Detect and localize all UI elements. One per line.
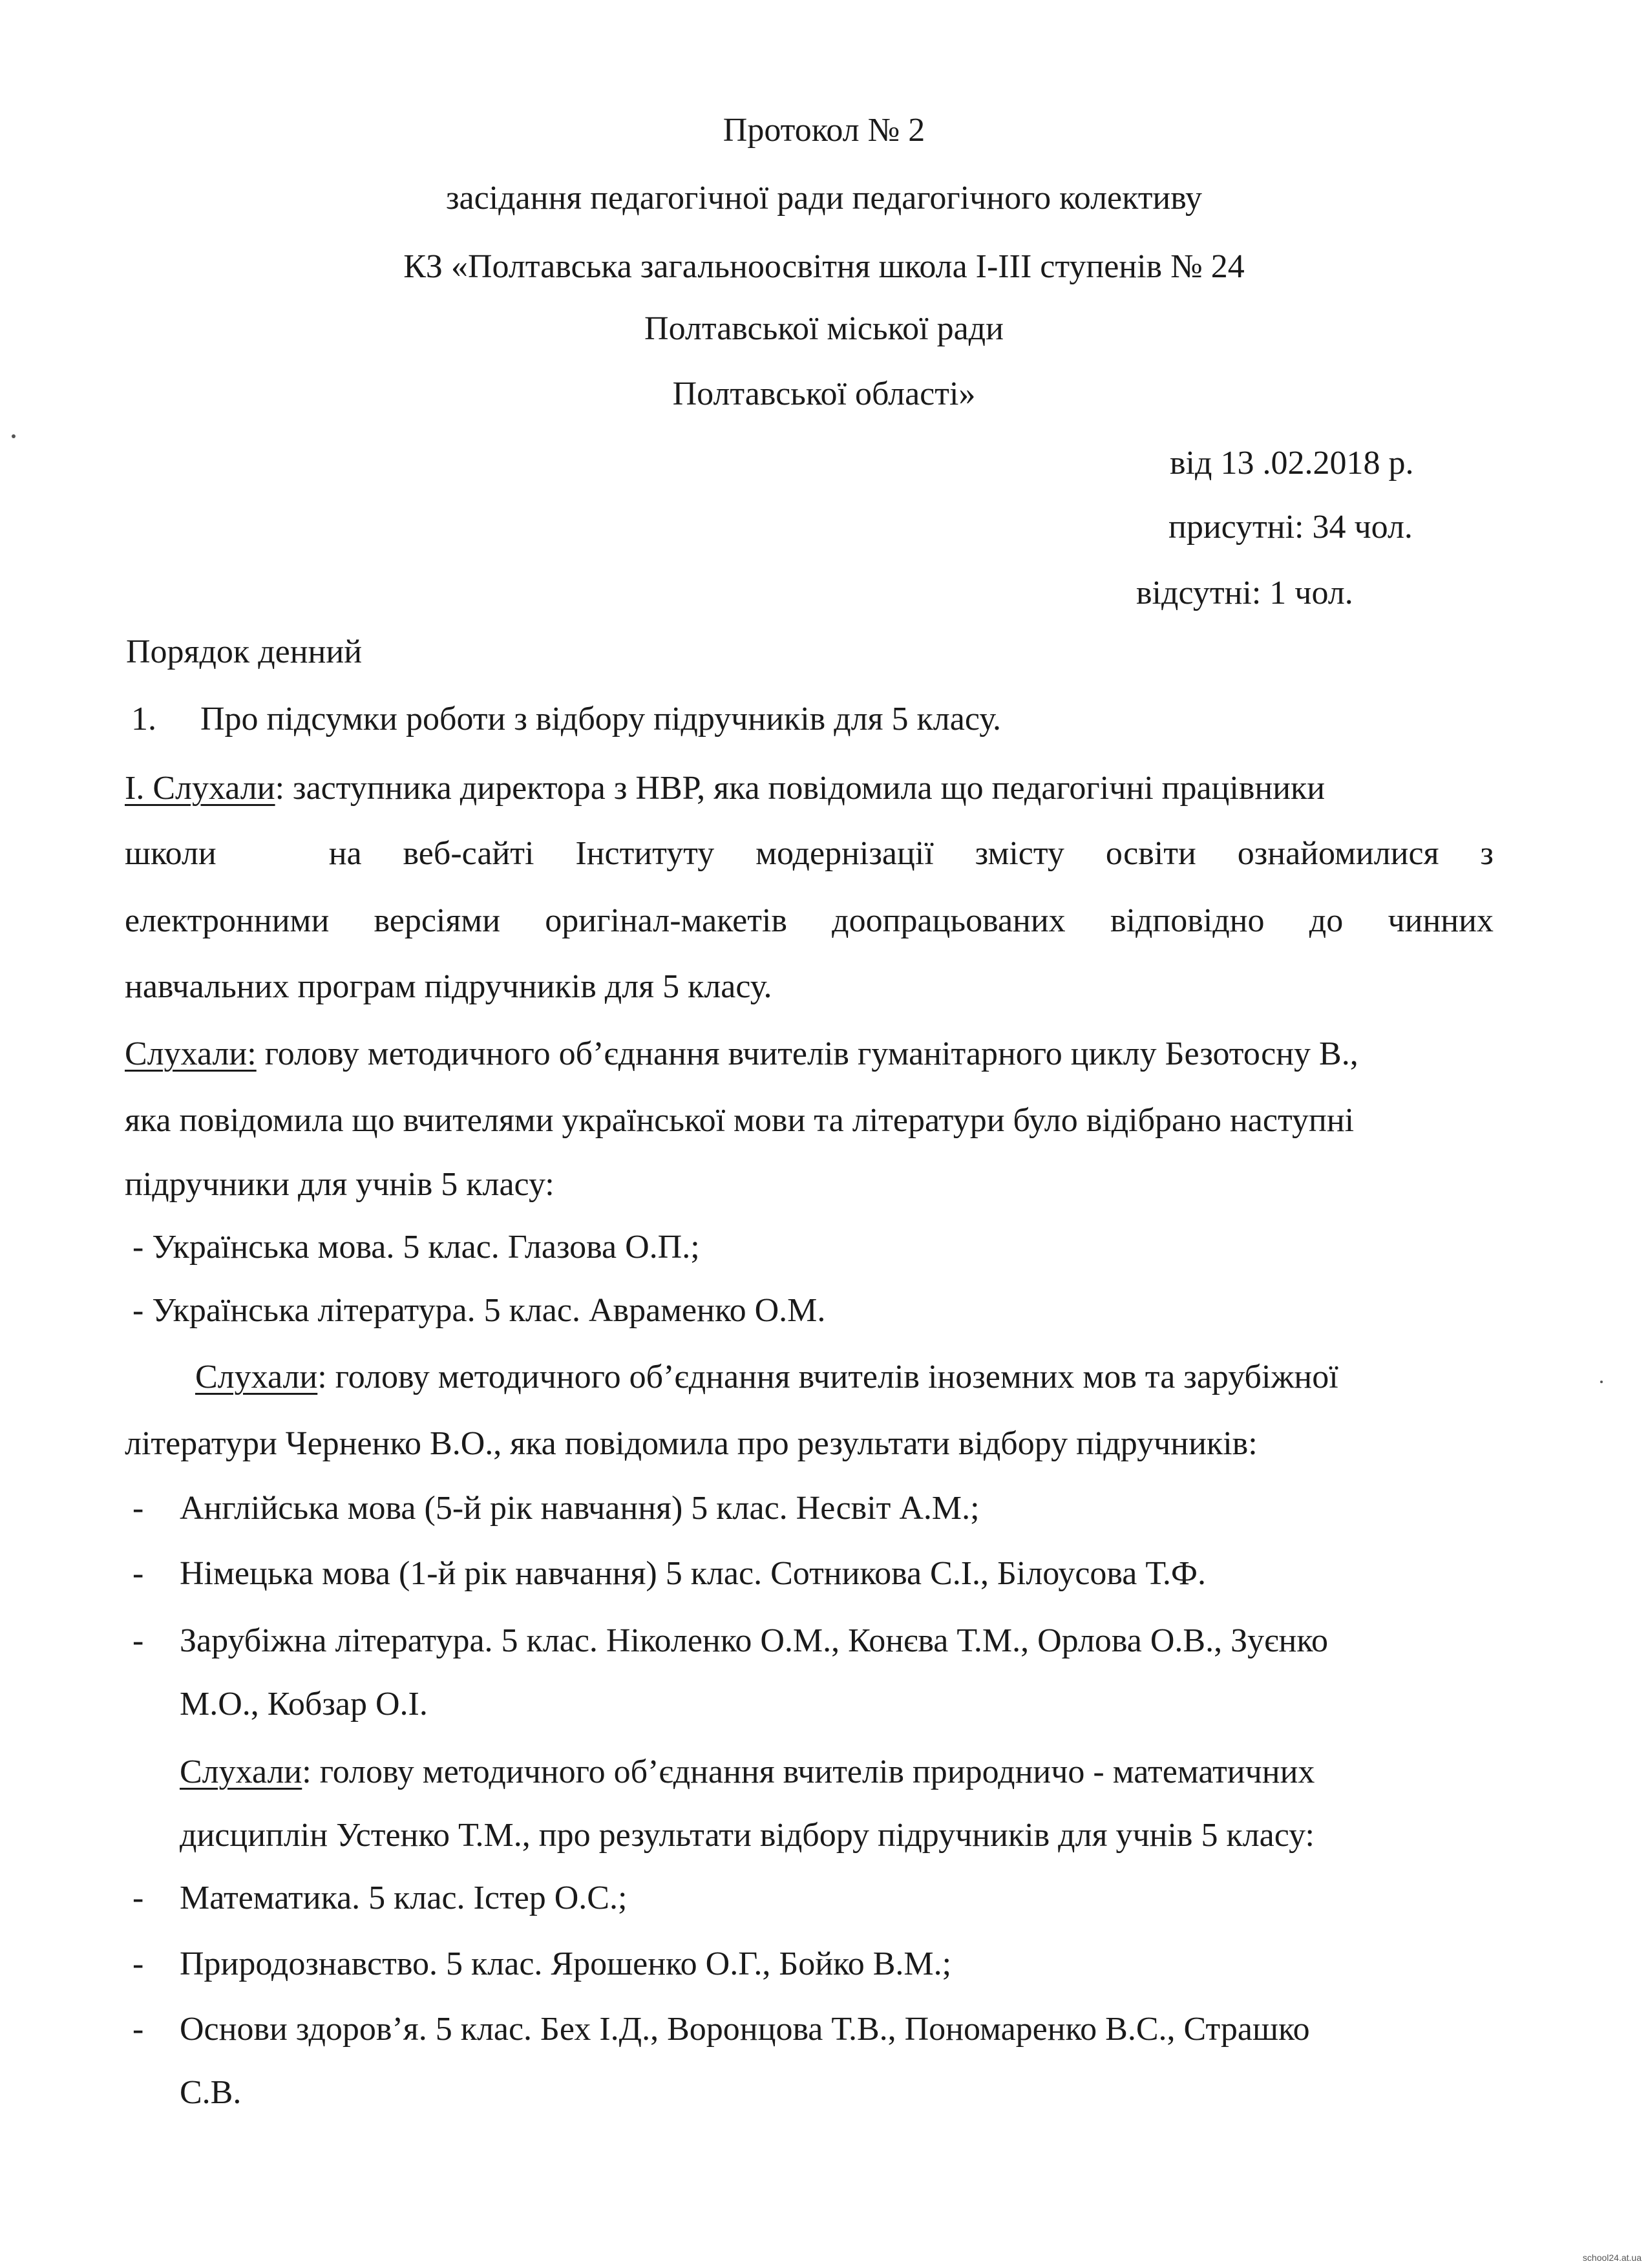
header-line-2: засідання педагогічної ради педагогічного колективу [445, 180, 1203, 217]
list-bullet: - [132, 1490, 144, 1527]
section1-label: І. Слухали [125, 770, 275, 807]
absent-count: відсутні: 1 чол. [1136, 575, 1353, 611]
section3-line-2: літератури Черненко В.О., яка повідомила про результати відбору підручників: [125, 1425, 1258, 1462]
scan-speck [1600, 1381, 1603, 1383]
section1-line-3 [125, 902, 1494, 940]
meeting-date: від 13 .02.2018 р. [1170, 445, 1414, 482]
list-item: Природознавство. 5 клас. Ярошенко О.Г., Бойко В.М.; [180, 1945, 952, 1982]
header-line-4: Полтавської міської ради [644, 310, 1004, 347]
section2-line-2: яка повідомила що вчителями української мови та літератури було відібрано наступні [125, 1102, 1355, 1139]
section1-line-1 [125, 769, 1325, 808]
section3-label: Слухали [195, 1359, 318, 1395]
section1-word: електронними [125, 902, 330, 939]
section1-word: змісту [975, 835, 1064, 872]
list-item: - Українська мова. 5 клас. Глазова О.П.; [132, 1229, 700, 1266]
section1-word: доопрацьованих [832, 902, 1066, 939]
section4-line1-text: : голову методичного об’єднання вчителів природничо - математичних [302, 1754, 1315, 1790]
header-line-3: КЗ «Полтавська загальноосвітня школа І-ІІІ ступенів № 24 [403, 248, 1245, 285]
section1-word: чинних [1388, 902, 1494, 939]
header-line-5: Полтавської області» [672, 376, 976, 412]
section1-line-4: навчальних програм підручників для 5 класу. [125, 968, 772, 1005]
section1-word: веб-сайті [403, 835, 534, 872]
watermark: school24.at.ua [1582, 2252, 1642, 2263]
list-bullet: - [132, 1555, 144, 1592]
section1-word: школи [125, 835, 217, 872]
section1-word: на [328, 835, 362, 872]
section1-word: до [1309, 902, 1344, 939]
section1-word: Інституту [575, 835, 715, 872]
section3-line1-text: : голову методичного об’єднання вчителів іноземних мов та зарубіжної [317, 1359, 1338, 1395]
section1-word: модернізації [755, 835, 934, 872]
list-item: Математика. 5 клас. Істер О.С.; [180, 1880, 628, 1916]
section1-word: оригінал-макетів [545, 902, 787, 939]
section1-word: відповідно [1110, 902, 1265, 939]
present-count: присутні: 34 чол. [1168, 509, 1413, 546]
section1-word: ознайомилися [1237, 835, 1439, 872]
protocol-title: Протокол № 2 [723, 112, 925, 149]
section4-line-2: дисциплін Устенко Т.М., про результати відбору підручників для учнів 5 класу: [180, 1817, 1315, 1854]
list-item: Німецька мова (1-й рік навчання) 5 клас. Сотникова С.І., Білоусова Т.Ф. [180, 1555, 1206, 1592]
list-bullet: - [132, 1880, 144, 1916]
section1-word: з [1480, 835, 1494, 872]
list-bullet: - [132, 1622, 144, 1659]
list-item: Зарубіжна література. 5 клас. Ніколенко О.М., Конєва Т.М., Орлова О.В., Зуєнко [180, 1622, 1328, 1659]
agenda-heading: Порядок денний [126, 633, 363, 670]
section1-word: освіти [1105, 835, 1196, 872]
section1-line1-text: : заступника директора з НВР, яка повідомила що педагогічні працівники [275, 770, 1326, 807]
section4-label: Слухали [180, 1754, 302, 1790]
section2-label: Слухали: [125, 1035, 257, 1072]
section2-line-1 [125, 1035, 1358, 1074]
section1-line-2 [125, 834, 1494, 873]
section4-line-1 [180, 1753, 1315, 1792]
section2-line1-text: голову методичного об’єднання вчителів гуманітарного циклу Безотосну В., [256, 1035, 1358, 1072]
list-item: Основи здоров’я. 5 клас. Бех І.Д., Воронцова Т.В., Пономаренко В.С., Страшко [180, 2011, 1310, 2048]
list-bullet: - [132, 1945, 144, 1982]
agenda-item-text: Про підсумки роботи з відбору підручників для 5 класу. [200, 701, 1002, 737]
list-item-continuation: С.В. [180, 2074, 242, 2111]
list-item: Англійська мова (5-й рік навчання) 5 клас. Несвіт А.М.; [180, 1490, 980, 1527]
section3-line-1 [195, 1358, 1338, 1397]
list-bullet: - [132, 2011, 144, 2048]
list-item-continuation: М.О., Кобзар О.І. [180, 1686, 428, 1722]
section1-word: версіями [374, 902, 501, 939]
scan-speck [12, 434, 16, 438]
section2-line-3: підручники для учнів 5 класу: [125, 1166, 555, 1203]
list-item: - Українська література. 5 клас. Авраменко О.М. [132, 1292, 826, 1329]
agenda-item-number: 1. [131, 701, 156, 737]
